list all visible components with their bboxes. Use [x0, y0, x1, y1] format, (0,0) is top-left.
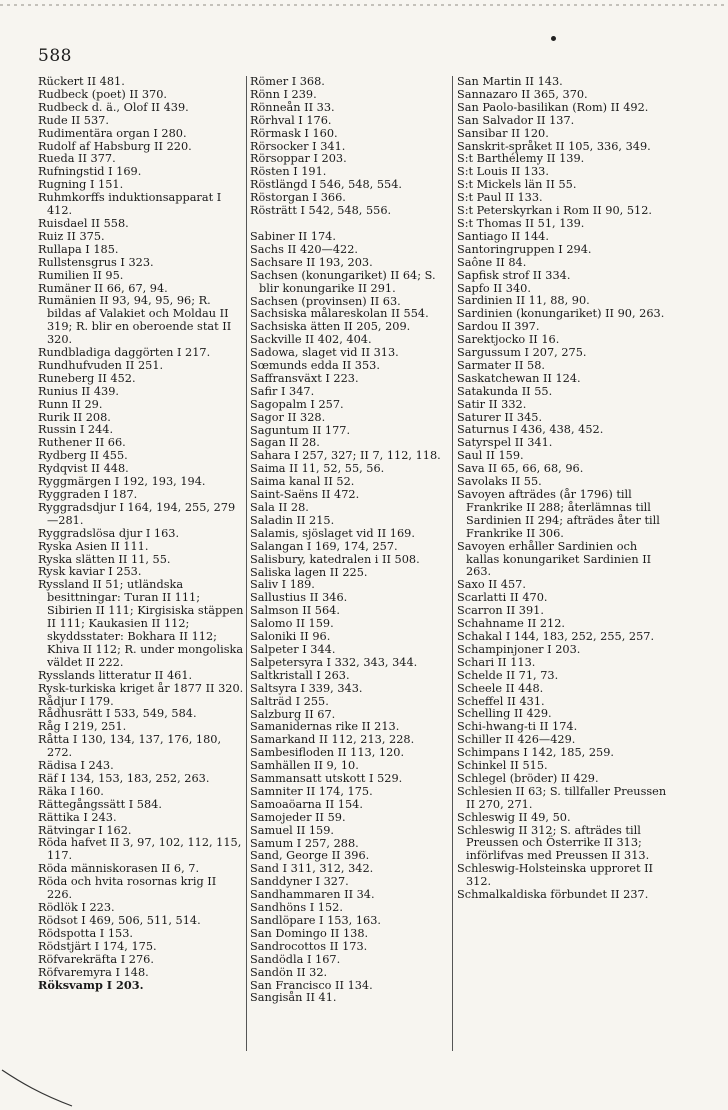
index-entry: Ryska slätten II 11, 55.	[38, 552, 171, 566]
index-entry: Sava II 65, 66, 68, 96.	[457, 462, 584, 476]
index-entry: Sardinien (konungariket) II 90, 263.	[457, 307, 665, 321]
index-entry: Rufningstid I 169.	[38, 165, 142, 179]
index-entry: Råtta I 130, 134, 137, 176, 180, 272.	[38, 733, 222, 760]
index-entry: Rullapa I 185.	[38, 242, 119, 256]
index-entry: Rådhusrätt I 533, 549, 584.	[38, 707, 197, 721]
index-entry: Sammansatt utskott I 529.	[250, 772, 403, 786]
index-entry: Saffransväxt I 223.	[250, 371, 359, 385]
index-entry: Sardou II 397.	[457, 320, 540, 334]
index-entry: Sapfisk strof II 334.	[457, 268, 571, 282]
index-entry: Schelde II 71, 73.	[457, 668, 559, 682]
index-entry: Rückert II 481.	[38, 76, 125, 88]
index-entry: Scarron II 391.	[457, 604, 544, 618]
index-entry: Salzburg II 67.	[250, 707, 336, 721]
index-entry: Sagopalm I 257.	[250, 397, 344, 411]
index-entry: Schelling II 429.	[457, 707, 552, 721]
index-entry: Salangan I 169, 174, 257.	[250, 539, 398, 553]
index-entry: Scheele II 448.	[457, 681, 544, 695]
index-entry: Sandhammaren II 34.	[250, 888, 375, 902]
index-entry: Ryggraden I 187.	[38, 488, 138, 501]
index-entry: Sansibar II 120.	[457, 126, 549, 140]
index-entry: Samum I 257, 288.	[250, 836, 359, 850]
index-entry: Samanidernas rike II 213.	[250, 720, 400, 734]
index-entry: Safir I 347.	[250, 384, 315, 398]
index-entry: Schakal I 144, 183, 252, 255, 257.	[457, 629, 655, 643]
index-entry: Rueda II 377.	[38, 152, 116, 166]
index-entry: Ryska Asien II 111.	[38, 539, 149, 553]
index-entry: Röfvaremyra I 148.	[38, 965, 149, 979]
index-entry: Santiago II 144.	[457, 229, 549, 243]
index-entry: Sahara I 257, 327; II 7, 112, 118.	[250, 449, 441, 463]
index-entry: Schleswig II 49, 50.	[457, 810, 571, 824]
index-entry: Schi-hwang-ti II 174.	[457, 720, 578, 734]
index-entry: Sandön II 32.	[250, 965, 328, 979]
index-entry: Sandödla I 167.	[250, 952, 341, 966]
index-entry: Salisbury, katedralen i II 508.	[250, 552, 420, 566]
index-entry: Salpeter I 344.	[250, 642, 336, 656]
column-divider	[452, 76, 453, 1051]
index-entry: Rundhufvuden II 251.	[38, 358, 164, 372]
index-entry: Sackville II 402, 404.	[250, 333, 372, 347]
index-entry: Rödlök I 223.	[38, 901, 115, 914]
index-entry: San Salvador II 137.	[457, 113, 575, 127]
index-entry: Rudimentära organ I 280.	[38, 126, 187, 140]
index-entry: Saliska lagen II 225.	[250, 565, 368, 579]
index-column-1	[38, 76, 244, 1096]
index-entry: Savoyen afträdes (år 1796) till Frankrike II 288; återlämnas till Sardinien II 294; afträdes åter till Frankrike II 306.	[457, 488, 660, 540]
index-entry: Sabiner II 174.	[250, 229, 336, 243]
index-entry: Sagan II 28.	[250, 436, 320, 450]
index-entry: S:t Peterskyrkan i Rom II 90, 512.	[457, 204, 652, 218]
index-entry: Schimpans I 142, 185, 259.	[457, 746, 614, 760]
index-entry: S:t Barthélemy II 139.	[457, 152, 585, 166]
index-entry: Sagor II 328.	[250, 410, 326, 424]
index-entry: Rörmask I 160.	[250, 126, 338, 140]
index-entry: Rädisa I 243.	[38, 759, 114, 773]
index-entry: Satyrspel II 341.	[457, 436, 553, 450]
index-entry: Röda människorasen II 6, 7.	[38, 862, 200, 876]
index-entry: Röda och hvita rosornas krig II 226.	[38, 875, 217, 902]
index-entry: Sambesifloden II 113, 120.	[250, 746, 405, 760]
index-entry: Scheffel II 431.	[457, 694, 545, 708]
index-entry: Räf I 134, 153, 183, 252, 263.	[38, 771, 210, 785]
index-entry: Saima II 11, 52, 55, 56.	[250, 462, 385, 476]
index-entry: Rydberg II 455.	[38, 449, 128, 463]
index-entry: San Francisco II 134.	[250, 978, 373, 992]
index-entry: Rösten I 191.	[250, 165, 327, 179]
index-column-3	[457, 76, 669, 1096]
index-entry: Salamis, sjöslaget vid II 169.	[250, 526, 415, 540]
index-entry: Schmalkaldiska förbundet II 237.	[457, 888, 649, 902]
page-number: 588	[38, 46, 72, 66]
index-entry: Rätvingar I 162.	[38, 823, 132, 837]
index-entry: Sachsen (provinsen) II 63.	[250, 294, 401, 308]
index-entry: Sandhöns I 152.	[250, 901, 343, 915]
index-entry: Schari II 113.	[457, 655, 536, 669]
index-entry: Sarektjocko II 16.	[457, 333, 560, 347]
top-scan-rule	[0, 4, 728, 6]
index-entry: Sannazaro II 365, 370.	[457, 87, 588, 101]
index-entry: Rugning I 151.	[38, 178, 124, 192]
index-entry: Sand I 311, 312, 342.	[250, 862, 374, 876]
index-entry: Råg I 219, 251.	[38, 720, 127, 734]
index-entry: Santoringruppen I 294.	[457, 242, 592, 256]
index-entry: Saltsyra I 339, 343.	[250, 681, 363, 695]
index-entry: Saskatchewan II 124.	[457, 371, 581, 385]
index-entry: Sachsare II 193, 203.	[250, 255, 373, 269]
index-entry: Schampinjoner I 203.	[457, 642, 581, 656]
index-entry: Ruisdael II 558.	[38, 216, 129, 230]
index-entry: Rörhval I 176.	[250, 113, 332, 127]
index-entry: Röda hafvet II 3, 97, 102, 112, 115, 117.	[38, 836, 242, 863]
index-entry: Russin I 244.	[38, 423, 114, 437]
index-entry: Saguntum II 177.	[250, 423, 351, 437]
index-entry: San Domingo II 138.	[250, 926, 369, 940]
index-entry: Rudbeck d. ä., Olof II 439.	[38, 100, 189, 114]
index-entry: Samojeder II 59.	[250, 810, 346, 824]
index-entry: Ruhmkorffs induktionsapparat I 412.	[38, 191, 222, 218]
column-divider	[246, 76, 247, 1051]
index-entry: Rådjur I 179.	[38, 694, 114, 708]
index-entry: Savoyen erhåller Sardinien och kallas konungariket Sardinien II 263.	[457, 539, 652, 579]
index-entry: Sachs II 420—422.	[250, 242, 358, 256]
index-entry: Sand, George II 396.	[250, 849, 370, 863]
index-entry: Rödsot I 469, 506, 511, 514.	[38, 913, 201, 927]
index-entry: Rättegångssätt I 584.	[38, 797, 162, 811]
index-entry: Sardinien II 11, 88, 90.	[457, 294, 590, 308]
index-entry: Sangisån II 41.	[250, 991, 337, 1005]
index-entry: Rudolf af Habsburg II 220.	[38, 139, 192, 153]
index-entry: Rude II 537.	[38, 113, 109, 127]
index-entry: Ruthener II 66.	[38, 436, 126, 450]
index-entry: Sanskrit-språket II 105, 336, 349.	[457, 139, 651, 153]
index-entry: Rättika I 243.	[38, 810, 117, 824]
index-entry: Samniter II 174, 175.	[250, 784, 373, 798]
index-entry: Schlegel (bröder) II 429.	[457, 771, 599, 785]
corner-pen-stroke	[0, 1060, 80, 1110]
index-entry: Sarmater II 58.	[457, 358, 546, 372]
index-entry: Sachsen (konungariket) II 64; S. blir konungarike II 291.	[250, 268, 436, 295]
index-entry: Sargussum I 207, 275.	[457, 346, 587, 360]
index-entry: Sala II 28.	[250, 501, 309, 514]
index-entry: Rudbeck (poet) II 370.	[38, 87, 168, 101]
index-entry: Rödstjärt I 174, 175.	[38, 939, 157, 953]
index-entry: Rönn I 239.	[250, 87, 317, 101]
index-entry: San Martin II 143.	[457, 76, 563, 88]
index-entry: Samoaöarna II 154.	[250, 797, 363, 811]
index-entry: S:t Mickels län II 55.	[457, 178, 577, 192]
index-entry: S:t Paul II 133.	[457, 191, 543, 205]
index-entry: Ruiz II 375.	[38, 229, 105, 243]
index-entry: Runius II 439.	[38, 384, 120, 398]
index-entry: Schleswig-Holsteinska upproret II 312.	[457, 862, 653, 889]
index-entry: Saliv I 189.	[250, 578, 315, 592]
index-entry: Saltkristall I 263.	[250, 668, 350, 682]
index-entry: Schlesien II 63; S. tillfaller Preussen II 270, 271.	[457, 784, 667, 811]
index-entry: Röstorgan I 366.	[250, 191, 346, 205]
index-entry: Sadowa, slaget vid II 313.	[250, 346, 399, 360]
index-entry: Schiller II 426—429.	[457, 733, 576, 747]
index-entry: Salomo II 159.	[250, 617, 334, 631]
index-entry: Salpetersyra I 332, 343, 344.	[250, 655, 418, 669]
index-entry: S:t Louis II 133.	[457, 165, 549, 179]
index-entry: Röfvarekräfta I 276.	[38, 952, 154, 966]
ink-dot	[551, 36, 556, 41]
index-entry: Saturer II 345.	[457, 410, 543, 424]
index-entry: Saladin II 215.	[250, 513, 335, 527]
index-entry: Saturnus I 436, 438, 452.	[457, 423, 604, 437]
index-entry: Sapfo II 340.	[457, 281, 531, 295]
index-entry: Schleswig II 312; S. afträdes till Preussen och Österrike II 313; införlifvas med Preussen II 313.	[457, 823, 650, 863]
index-entry: Rörsocker I 341.	[250, 139, 346, 153]
index-entry: Ryggradslösa djur I 163.	[38, 526, 180, 540]
index-entry: Räka I 160.	[38, 784, 104, 798]
index-entry: Rysk-turkiska kriget år 1877 II 320.	[38, 681, 244, 695]
index-entry: Schinkel II 515.	[457, 759, 548, 773]
index-entry: Sandlöpare I 153, 163.	[250, 914, 381, 927]
index-entry: Rönneån II 33.	[250, 100, 335, 114]
index-entry: Saul II 159.	[457, 449, 524, 463]
index-entry: Rösträtt I 542, 548, 556.	[250, 204, 392, 218]
index-entry: Rumäner II 66, 67, 94.	[38, 281, 168, 295]
index-entry: Röksvamp I 203.	[38, 978, 144, 993]
index-entry: Rödspotta I 153.	[38, 926, 133, 940]
index-entry: Rörsoppar I 203.	[250, 152, 347, 166]
index-entry: Rumänien II 93, 94, 95, 96; R. bildas af Valakiet och Moldau II 319; R. blir en oberoende stat II 320.	[38, 294, 232, 347]
index-entry: Saxo II 457.	[457, 578, 526, 592]
index-entry: Rurik II 208.	[38, 410, 111, 424]
index-entry: Saône II 84.	[457, 255, 527, 269]
index-entry: Saloniki II 96.	[250, 630, 331, 644]
index-entry: Samuel II 159.	[250, 823, 335, 837]
index-column-2	[250, 76, 450, 1096]
index-entry: Rullstensgrus I 323.	[38, 255, 154, 269]
index-entry: Ryssland II 51; utländska besittningar: Turan II 111; Sibirien II 111; Kirgisiska stäppen II 111; Kaukasien II 112; skyddsstater: Bokhara II 112; Khiva II 112; R. under mongoliska väldet II 222.	[38, 578, 244, 669]
index-entry: Runn II 29.	[38, 397, 103, 411]
index-entry: Römer I 368.	[250, 76, 325, 88]
index-entry: Röstlängd I 546, 548, 554.	[250, 178, 403, 192]
index-entry: Satir II 332.	[457, 397, 527, 411]
index-entry: Ryggmärgen I 192, 193, 194.	[38, 475, 206, 489]
index-entry: Satakunda II 55.	[457, 384, 553, 398]
index-entry: Rysk kaviar I 253.	[38, 565, 142, 579]
index-entry: Rundbladiga daggörten I 217.	[38, 346, 211, 360]
index-entry: Sallustius II 346.	[250, 591, 348, 605]
index-entry: Schahname II 212.	[457, 617, 566, 631]
index-entry: Sandrocottos II 173.	[250, 939, 368, 953]
index-entry: Runeberg II 452.	[38, 371, 136, 385]
index-entry: Samhällen II 9, 10.	[250, 759, 359, 773]
index-entry: Saima kanal II 52.	[250, 475, 355, 489]
index-entry: Sachsiska målareskolan II 554.	[250, 307, 429, 321]
index-entry: San Paolo-basilikan (Rom) II 492.	[457, 100, 649, 114]
index-entry: Ryggradsdjur I 164, 194, 255, 279—281.	[38, 500, 236, 527]
index-entry: Sœmunds edda II 353.	[250, 359, 380, 373]
index-entry: Sachsiska ätten II 205, 209.	[250, 320, 411, 334]
index-entry: Sanddyner I 327.	[250, 875, 349, 889]
index-entry: Saint-Saëns II 472.	[250, 488, 360, 502]
index-entry: Rumilien II 95.	[38, 268, 124, 282]
index-entry: Rysslands litteratur II 461.	[38, 668, 193, 682]
index-entry: Salträd I 255.	[250, 694, 329, 708]
index-entry: S:t Thomas II 51, 139.	[457, 216, 585, 230]
index-entry: Samarkand II 112, 213, 228.	[250, 733, 415, 747]
index-entry: Salmson II 564.	[250, 604, 340, 618]
index-entry: Rydqvist II 448.	[38, 462, 129, 476]
index-entry: Savolaks II 55.	[457, 475, 542, 489]
index-entry: Scarlatti II 470.	[457, 591, 548, 605]
